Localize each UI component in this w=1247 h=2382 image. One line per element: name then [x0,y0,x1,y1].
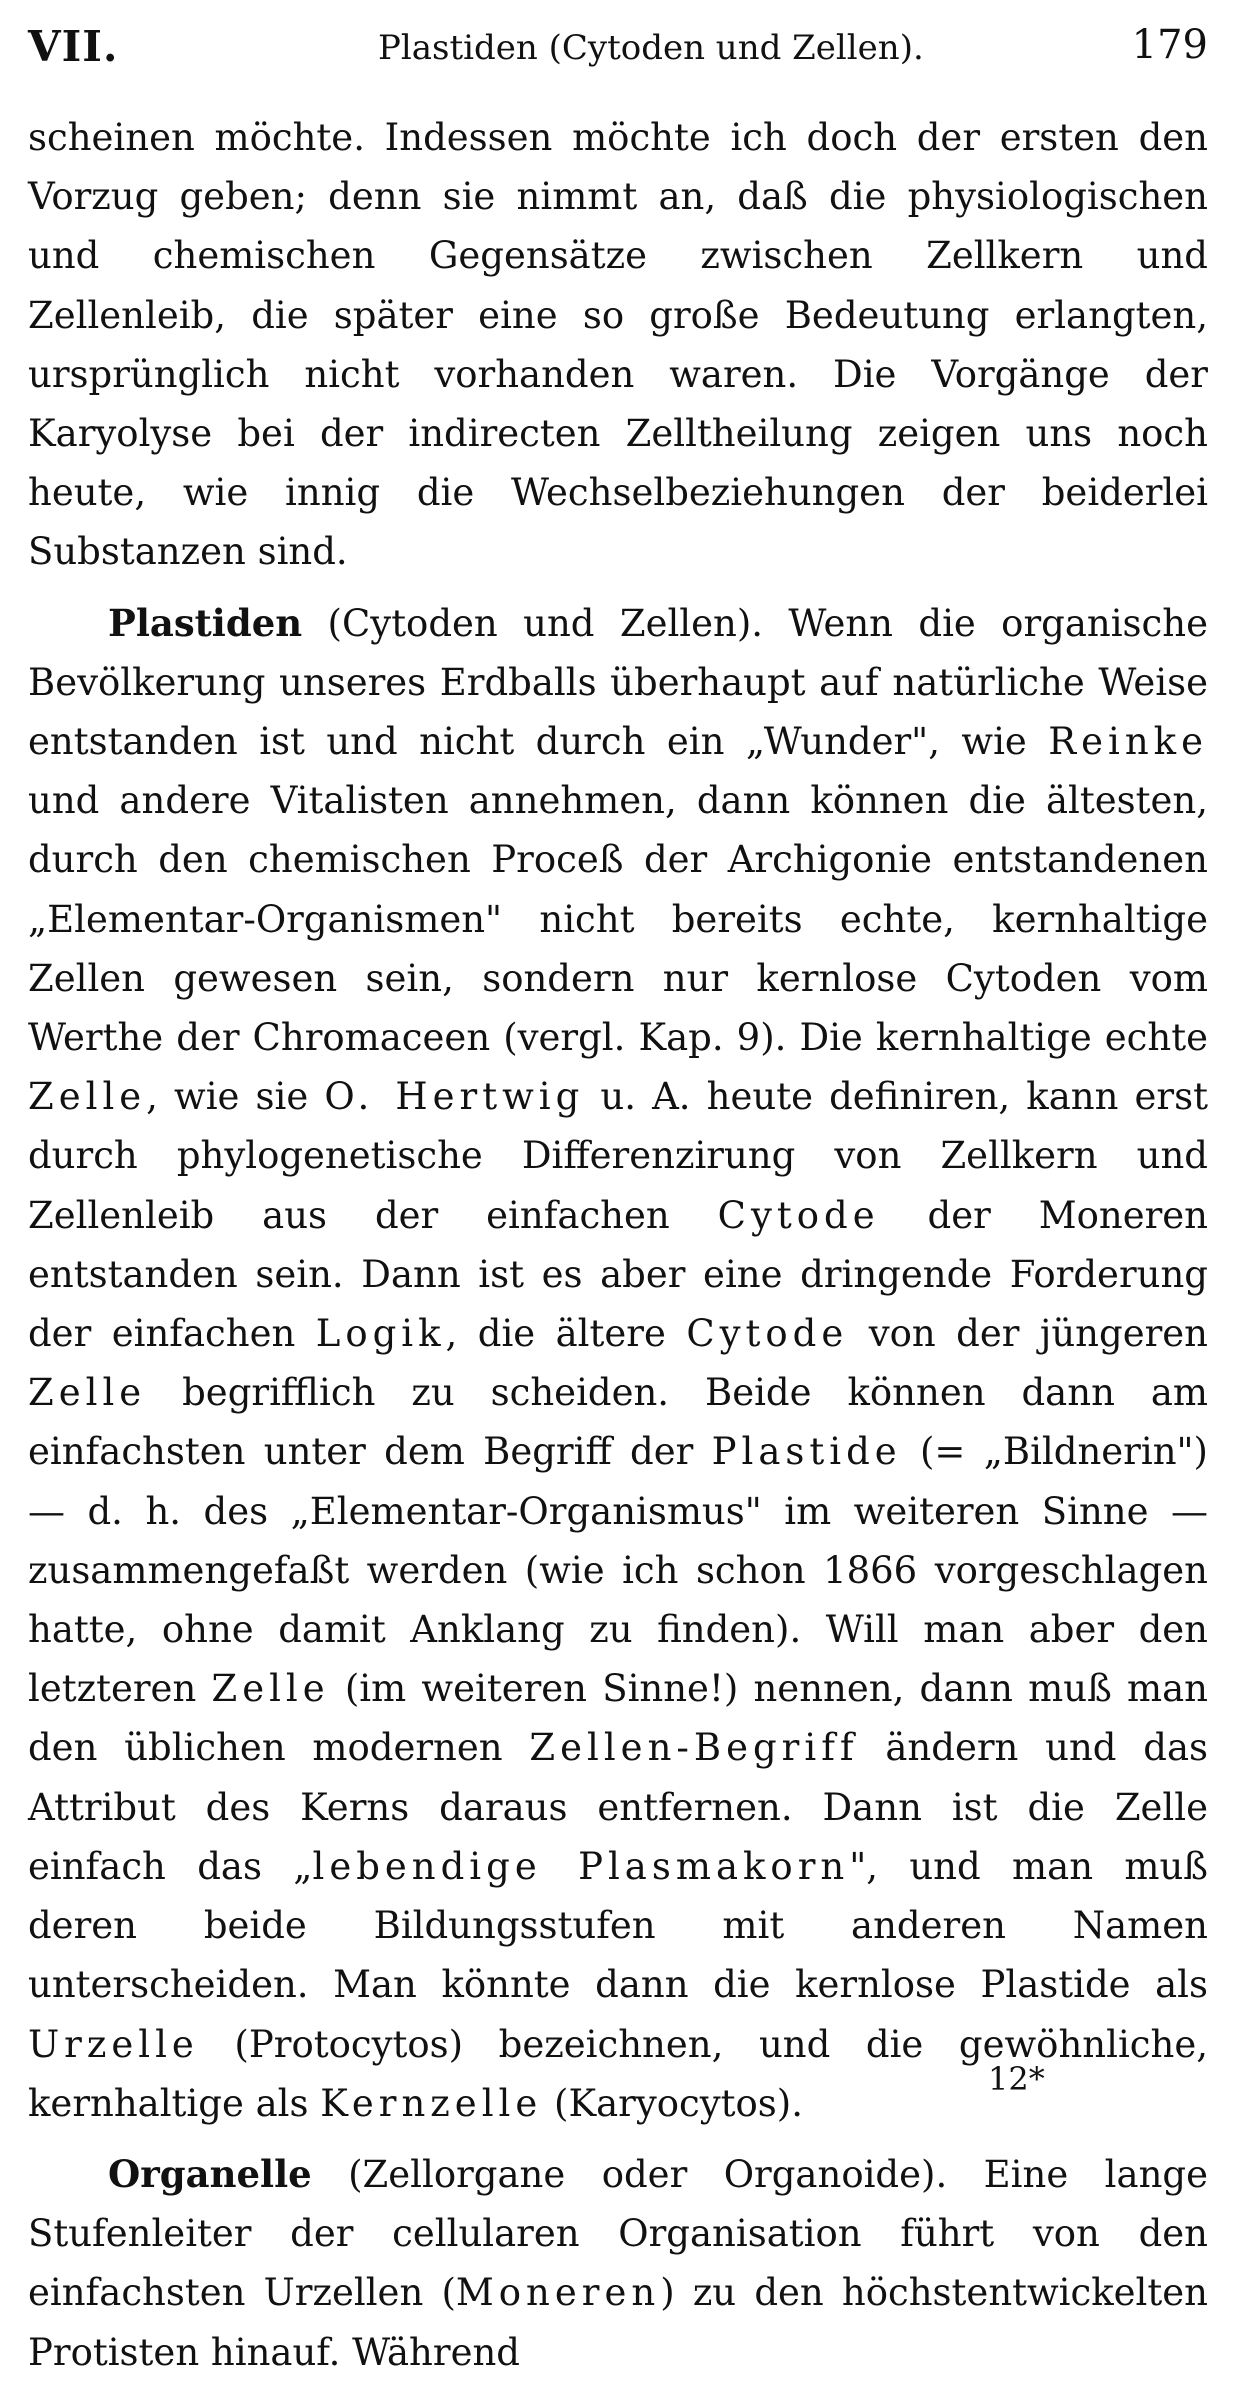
spaced-term-logik: Logik [315,1312,446,1356]
text-run: und andere Vitalisten annehmen, dann können die ältesten, durch den chemischen Proceß der Archigonie entstandenen „Elementar-Organismen" nicht bereits echte, kernhaltige Zellen gewesen sein, sondern nur kernlose Cytoden vom Werthe der Chromaceen (vergl. Kap. 9). Die kernhaltige echte [28,779,1208,1060]
running-title: Plastiden (Cytoden und Zellen). [378,28,924,68]
text-run: von der jüngeren [848,1312,1209,1356]
spaced-term-kernzelle: Kernzelle [320,2081,543,2125]
spaced-term-zelle: Zelle [211,1667,330,1711]
spaced-term-plastide: Plastide [711,1430,902,1474]
text-run: (Zellorgane oder Organoide). Eine lange Stufenleiter der cellularen Organisation führt von den einfachsten Urzellen ( [28,2152,1208,2315]
text-run: der Moneren entstanden sein. Dann ist es aber eine dringende Forderung der einfachen [28,1193,1209,1356]
text-run: ) zu den höchstentwickelten Protisten hinauf. Während [28,2271,1208,2374]
paragraph-1 [28,108,1208,582]
text-run: begrifflich zu scheiden. Beide können dann am einfachsten unter dem Begriff der [28,1371,1208,1474]
text-run: ", und man muß deren beide Bildungsstufen mit anderen Namen unterscheiden. Man könnte dann die kernlose Plastide als [28,1844,1209,2007]
spaced-term-plasmakorn: lebendige Plasmakorn [312,1844,850,1888]
paragraph-plastiden [28,594,1208,2133]
text-run: (Protocytos) bezeichnen, und die gewöhnliche, kernhaltige als [28,2022,1208,2125]
body-text [28,108,1208,2382]
spaced-term-cytode: Cytode [717,1193,880,1237]
text-run: (Karyocytos). [542,2081,803,2125]
text-run: u. A. heute definiren, kann erst durch phylogenetische Differenzirung von Zellkern und Zellenleib aus der einfachen [28,1075,1208,1237]
spaced-term-moneren: Moneren [455,2271,661,2315]
running-head [28,22,1208,82]
chapter-number: VII. [28,22,119,71]
spaced-term-zellen-begriff: Zellen-Begriff [529,1726,859,1770]
text-run: (Cytoden und Zellen). Wenn die organische Bevölkerung unseres Erdballs überhaupt auf natürliche Weise entstanden ist und nicht durch ein „Wunder", wie [28,601,1208,764]
paragraph-organelle [28,2145,1208,2382]
signature-mark: 12* [988,2060,1045,2098]
text-run: ändern und das Attribut des Kerns daraus entfernen. Dann ist die Zelle einfach das „ [28,1726,1208,1888]
spaced-name-reinke: Reinke [1048,720,1208,764]
spaced-term-zelle: Zelle [28,1371,147,1415]
spaced-term-cytode: Cytode [686,1312,849,1356]
heading-organelle: Organelle [108,2151,312,2196]
paragraph-1-text: scheinen möchte. Indessen möchte ich doch der ersten den Vorzug geben; denn sie nimmt an, daß die physiologischen und chemischen Gegensätze zwischen Zellkern und Zellenleib, die später eine so große Bedeutung erlangten, ursprünglich nicht vorhanden waren. Die Vorgänge der Karyolyse bei der indirecten Zelltheilung zeigen uns noch heute, wie innig die Wechselbeziehungen der beiderlei Substanzen sind. [28,116,1208,574]
text-run: (im weiteren Sinne!) nennen, dann muß man den üblichen modernen [28,1667,1208,1770]
spaced-term-urzelle: Urzelle [28,2022,199,2066]
page-number: 179 [1131,22,1208,68]
spaced-term-zelle: Zelle [28,1075,147,1119]
text-run: , die ältere [445,1312,687,1356]
spaced-name-hertwig: O. Hertwig [324,1075,585,1119]
text-run: (= „Bildnerin") — d. h. des „Elementar-Organismus" im weiteren Sinne — zusammengefaßt werden (wie ich schon 1866 vorgeschlagen hatte, ohne damit Anklang zu finden). Will man aber den letzteren [28,1430,1208,1711]
heading-plastiden: Plastiden [108,600,303,645]
text-run: , wie sie [146,1075,325,1119]
